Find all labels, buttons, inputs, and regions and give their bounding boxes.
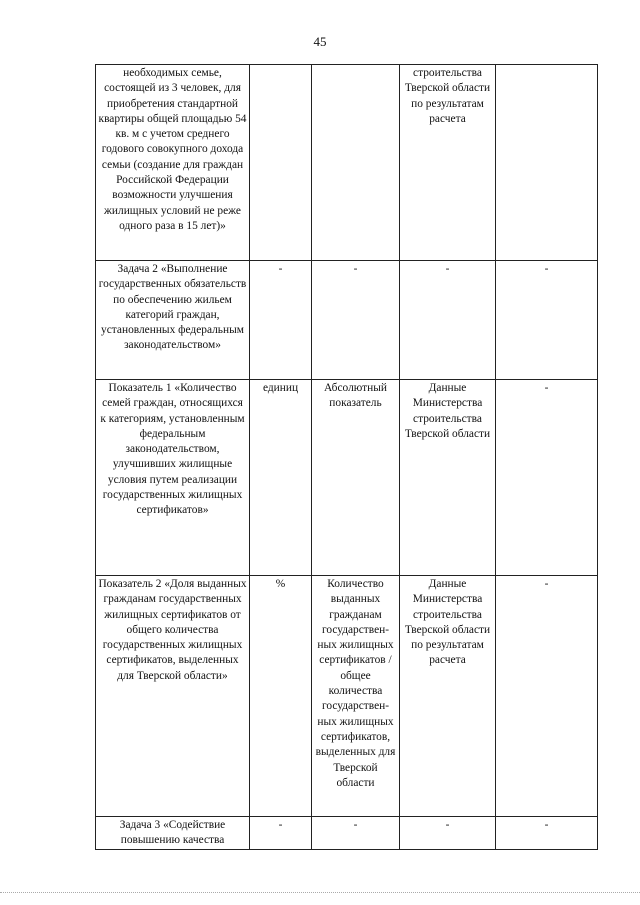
task2-method: -: [312, 261, 400, 380]
indicator2-extra: -: [496, 576, 598, 817]
indicator1-unit: единиц: [250, 380, 312, 576]
indicator1-source: Данные Министерства строительства Тверской области: [400, 380, 496, 576]
task2-unit: -: [250, 261, 312, 380]
indicator1-extra: -: [496, 380, 598, 576]
row1-method: [312, 65, 400, 261]
row1-source: строительства Тверской области по результатам расчета: [400, 65, 496, 261]
indicator2-description: Показатель 2 «Доля выданных гражданам государственных жилищных сертификатов от общего количества государственных жилищных сертификатов, выделенных для Тверской области»: [96, 576, 250, 817]
task2-description: Задача 2 «Выполнение государственных обязательств по обеспечению жильем категорий граждан, установленных федеральным законодательством»: [96, 261, 250, 380]
task3-unit: -: [250, 817, 312, 850]
indicator2-method: Количество выданных гражданам государствен-ных жилищных сертификатов /общее количества государствен-ных жилищных сертификатов, выделенных для Тверской области: [312, 576, 400, 817]
task3-description: Задача 3 «Содействие повышению качества: [96, 817, 250, 850]
page-number: 45: [313, 34, 327, 49]
indicator1-method: Абсолютный показатель: [312, 380, 400, 576]
task3-source: -: [400, 817, 496, 850]
indicator2-source: Данные Министерства строительства Тверской области по результатам расчета: [400, 576, 496, 817]
indicator1-description: Показатель 1 «Количество семей граждан, относящихся к категориям, установленным федеральным законодательством, улучшивших жилищные условия путем реализации государственных жилищных сертификатов»: [96, 380, 250, 576]
scan-edge-line: [0, 892, 640, 893]
row1-extra: [496, 65, 598, 261]
indicator2-unit: %: [250, 576, 312, 817]
table-row: [96, 817, 598, 850]
table-row: [96, 380, 598, 576]
table-row: [96, 576, 598, 817]
table-row: [96, 65, 598, 261]
task3-extra: -: [496, 817, 598, 850]
task2-extra: -: [496, 261, 598, 380]
row1-unit: [250, 65, 312, 261]
table-row: [96, 261, 598, 380]
task3-method: -: [312, 817, 400, 850]
task2-source: -: [400, 261, 496, 380]
row1-description: необходимых семье, состоящей из 3 человек, для приобретения стандартной квартиры общей площадью 54 кв. м с учетом среднего годового совокупного дохода семьи (создание для граждан Российской Федерации возможности улучшения жилищных условий не реже одного раза в 15 лет)»: [96, 65, 250, 261]
indicators-table: [95, 64, 598, 850]
